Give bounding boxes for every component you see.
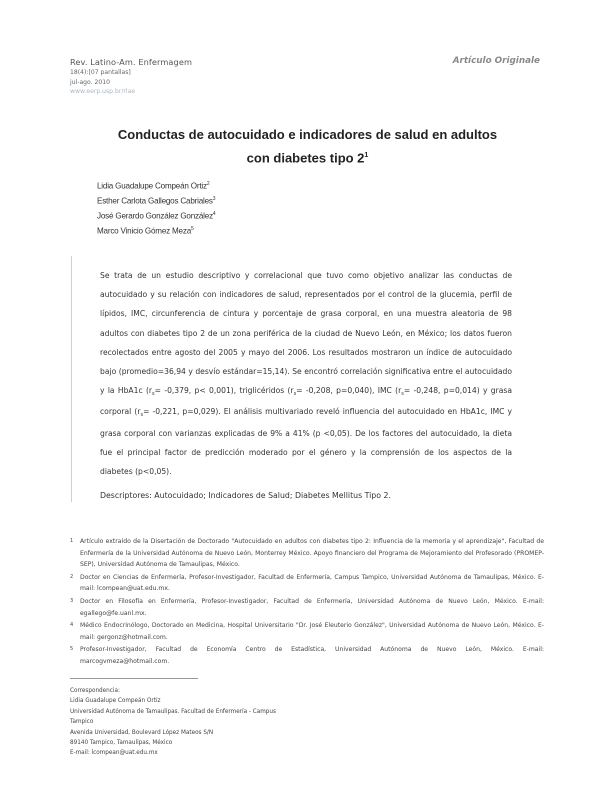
article-title	[70, 124, 545, 168]
abstract-text-5: = -0,221, p=0,029). El análisis multivariado reveló influencia del autocuidado en HbA1c, IMC y grasa corporal con varianzas explicadas de 9% a 41% (p <0,05). De los factores del autocuidado, la dieta fue el principal factor de predicción moderado por el género y la comprensión de los aspectos de la diabetes (p<0,05).	[100, 407, 512, 477]
correspondence-line: Lidia Guadalupe Compeán Ortiz	[70, 698, 161, 705]
correspondence-email[interactable]: E-mail: lcompean@uat.edu.mx	[70, 750, 158, 757]
abstract-text-3: = -0,208, p=0,040), IMC (r	[296, 386, 402, 396]
author-3-name: José Gerardo González González	[97, 211, 213, 221]
author-4-mark[interactable]: 5	[191, 226, 194, 232]
footnote-4-text: Médico Endocrinólogo, Doctorado en Medicina, Hospital Universitario "Dr. José Eleuterio González", Universidad Autónoma de Nuevo León, México. E-mail: gergonz@hotmail.com.	[80, 622, 544, 641]
journal-date: jul-ago. 2010	[70, 78, 111, 86]
title-line-1: Conductas de autocuidado e indicadores de salud en adultos	[117, 127, 498, 142]
abstract-sub-2: s	[293, 391, 297, 398]
author-4-name: Marco Vinicio Gómez Meza	[97, 226, 192, 236]
abstract-text-1: Se trata de un estudio descriptivo y correlacional que tuvo como objetivo analizar las conductas de autocuidado y su relación con indicadores de salud, representados por el control de la glucemia, perfil de lípidos, IMC, circunferencia de cintura y porcentaje de grasa corporal, en una muestra aleatoria de 98 adultos con diabetes tipo 2 de un zona periférica de la ciudad de Nuevo León, en México; los datos fueron recolectados entre agosto del 2005 y mayo del 2006. Los resultados mostraron un índice de autocuidado bajo (promedio=36,94 y desvío estándar=15,14). Se encontró correlación significativa entre el autocuidado y la HbA1c (r	[100, 271, 512, 396]
footnote-4	[70, 620, 544, 643]
abstract-sub-3: s	[401, 391, 404, 398]
abstract-rule	[71, 256, 72, 502]
descriptors: Descriptores: Autocuidado; Indicadores de Salud; Diabetes Mellitus Tipo 2.	[100, 491, 391, 500]
footnote-5-num: 5	[70, 646, 74, 653]
footnote-5	[70, 644, 544, 667]
title-line-2: con diabetes tipo 2	[246, 150, 365, 166]
footnote-2-text: Doctor en Ciencias de Enfermería, Profesor-Investigador, Facultad de Enfermería, Campus Tampico, Universidad Autónoma de Tamaulipas, México. E-mail: lcompean@uat.edu.mx.	[80, 573, 544, 593]
article-type: Artículo Originale	[452, 56, 540, 66]
journal-name: Rev. Latino-Am. Enfermagem	[70, 57, 193, 67]
footnotes	[70, 536, 544, 669]
abstract	[100, 266, 512, 481]
author-1	[97, 181, 209, 191]
author-3	[97, 211, 216, 221]
journal-issue: 18(4):[07 pantallas]	[70, 69, 131, 76]
author-3-mark[interactable]: 4	[212, 211, 216, 217]
footnote-3-num: 3	[70, 597, 74, 604]
abstract-sub-1: s	[152, 391, 155, 398]
author-1-mark[interactable]: 2	[206, 181, 210, 187]
footnote-2	[70, 572, 544, 595]
abstract-sub-4: s	[140, 412, 144, 419]
footnote-4-num: 4	[70, 622, 74, 629]
footnote-1-text: Artículo extraído de la Disertación de Doctorado "Autocuidado en adultos con diabetes tipo 2: Influencia de la memoria y el aprendizaje", Facultad de Enfermería de la Universidad Autónoma de Nuevo León, Monterrey México. Apoyo financiero del Programa de Mejoramiento del Profesorado (PROMEP-SEP), Universidad Autónoma de Tamaulipas, México.	[80, 538, 544, 569]
correspondence-separator	[70, 678, 198, 679]
footnote-5-text: Profesor-Investigador, Facultad de Economía Centro de Estadística, Universidad Autónoma de Nuevo León, México. E-mail: marcogvmeza@hotmail.com.	[80, 646, 544, 665]
correspondence-line: Tampico	[70, 719, 94, 726]
title-footnote-mark[interactable]: 1	[364, 152, 369, 159]
correspondence	[70, 686, 276, 759]
footnote-1-num: 1	[70, 538, 74, 544]
abstract-text-4: = -0,248, p=0,014) y grasa corporal (r	[100, 386, 512, 417]
author-4	[97, 226, 194, 236]
footnote-1	[70, 536, 544, 571]
author-2-name: Esther Carlota Gallegos Cabriales	[97, 196, 213, 206]
correspondence-line: Universidad Autónoma de Tamaulipas. Facultad de Enfermería - Campus	[70, 708, 276, 715]
author-1-name: Lidia Guadalupe Compeán Ortiz	[97, 181, 207, 191]
correspondence-label: Correspondencia:	[70, 688, 120, 694]
abstract-text-2: = -0,379, p< 0,001), triglicéridos (r	[154, 386, 294, 396]
correspondence-line: Avenida Universidad, Boulevard López Mateos S/N	[70, 729, 214, 736]
journal-url[interactable]: www.eerp.usp.br/rlae	[70, 88, 136, 95]
footnote-2-num: 2	[70, 573, 74, 580]
correspondence-line: 89140 Tampico, Tamaulipas, México	[70, 740, 173, 747]
author-2-mark[interactable]: 3	[212, 196, 216, 202]
footnote-3-text: Doctor en Filosofía en Enfermería, Profesor-Investigador, Facultad de Enfermería, Universidad Autónoma de Nuevo León, México. E-mail: egallego@fe.uanl.mx.	[80, 597, 544, 617]
footnote-3	[70, 596, 544, 619]
author-2	[97, 196, 215, 206]
